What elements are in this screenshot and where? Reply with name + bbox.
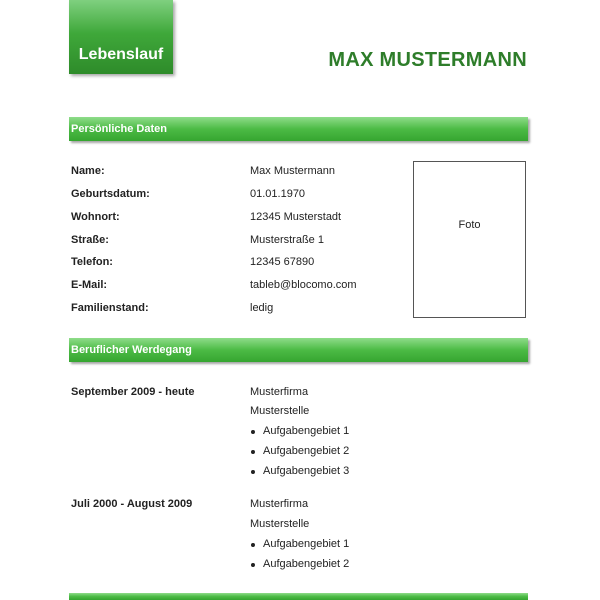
- bullet-icon: [251, 543, 255, 547]
- career-task: Aufgabengebiet 3: [263, 465, 350, 477]
- personal-label: E-Mail:: [71, 279, 108, 291]
- personal-label: Straße:: [71, 234, 109, 246]
- career-period: September 2009 - heute: [71, 386, 195, 398]
- photo-label: Foto: [458, 218, 481, 231]
- document-title: Lebenslauf: [78, 46, 164, 63]
- career-task: Aufgabengebiet 1: [263, 425, 350, 437]
- personal-value: ledig: [250, 302, 274, 314]
- photo-placeholder: [413, 161, 526, 318]
- section-title-career: Beruflicher Werdegang: [71, 344, 192, 356]
- personal-value: Max Mustermann: [250, 165, 335, 177]
- bullet-icon: [251, 563, 255, 567]
- career-task: Aufgabengebiet 2: [263, 445, 350, 457]
- personal-label: Name:: [71, 165, 105, 177]
- personal-value: 01.01.1970: [250, 188, 306, 200]
- section-title-personal: Persönliche Daten: [71, 123, 167, 135]
- career-company: Musterfirma: [250, 498, 309, 510]
- section-header-next: [69, 593, 528, 600]
- career-task: Aufgabengebiet 2: [263, 558, 350, 570]
- bullet-icon: [251, 430, 255, 434]
- career-period: Juli 2000 - August 2009: [71, 498, 193, 510]
- bullet-icon: [251, 450, 255, 454]
- personal-label: Geburtsdatum:: [71, 188, 150, 200]
- career-position: Musterstelle: [250, 405, 310, 417]
- personal-label: Familienstand:: [71, 302, 149, 314]
- section-header-personal: [69, 117, 528, 141]
- bullet-icon: [251, 470, 255, 474]
- email-value: tableb@blocomo.com: [250, 279, 357, 291]
- person-name-heading: MAX MUSTERMANN: [328, 49, 527, 71]
- personal-value: 12345 Musterstadt: [250, 211, 342, 223]
- career-company: Musterfirma: [250, 386, 309, 398]
- section-header-career: [69, 338, 528, 362]
- personal-label: Telefon:: [71, 256, 113, 268]
- personal-value: Musterstraße 1: [250, 234, 324, 246]
- career-position: Musterstelle: [250, 518, 310, 530]
- personal-label: Wohnort:: [71, 211, 120, 223]
- document-title-tab: [69, 0, 173, 74]
- personal-value: 12345 67890: [250, 256, 315, 268]
- career-task: Aufgabengebiet 1: [263, 538, 350, 550]
